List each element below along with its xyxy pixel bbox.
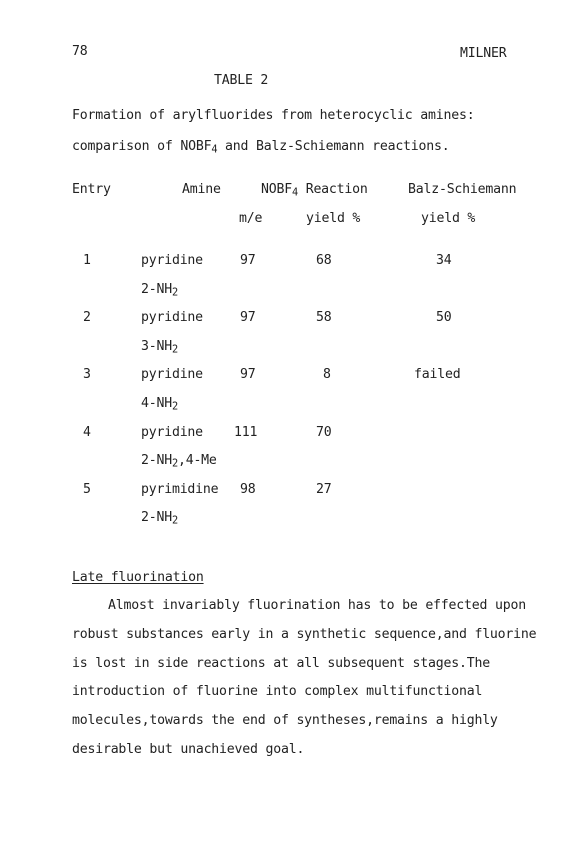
cell-yield: 58 — [316, 310, 332, 325]
paragraph-line: Almost invariably fluorination has to be effected upon — [108, 598, 526, 613]
header-balz-schiemann: Balz-Schiemann — [408, 182, 517, 197]
cell-m-e: 97 — [240, 367, 256, 382]
cell-substituent: $4-NH_2$ — [141, 396, 178, 413]
cell-substituent: $2-NH_2$ — [141, 282, 178, 299]
running-head: MILNER — [460, 46, 507, 61]
cell-substituent: $2-NH_2,4-Me$ — [141, 453, 217, 470]
table-caption-line1: Formation of arylfluorides from heterocyclic amines: — [72, 108, 475, 123]
cell-amine: pyridine — [141, 367, 203, 382]
cell-yield: 68 — [316, 253, 332, 268]
cell-amine: pyridine — [141, 310, 203, 325]
cell-amine: pyridine — [141, 425, 203, 440]
cell-entry: 2 — [83, 310, 91, 325]
cell-entry: 3 — [83, 367, 91, 382]
cell-m-e: 111 — [234, 425, 258, 440]
cell-yield: 27 — [316, 482, 332, 497]
cell-m-e: 97 — [240, 253, 256, 268]
cell-balz-yield: failed — [414, 367, 461, 382]
paragraph-line: desirable but unachieved goal. — [72, 742, 305, 757]
cell-entry: 1 — [83, 253, 91, 268]
paragraph-line: is lost in side reactions at all subsequent stages.The — [72, 656, 490, 671]
cell-balz-yield: 34 — [436, 253, 452, 268]
cell-yield: 70 — [316, 425, 332, 440]
paragraph-line: introduction of fluorine into complex multifunctional — [72, 684, 483, 699]
header-amine: Amine — [182, 182, 221, 197]
cell-amine: pyridine — [141, 253, 203, 268]
cell-substituent: $3-NH_2$ — [141, 339, 178, 356]
header-yield-nobf4: yield % — [306, 211, 361, 226]
cell-entry: 5 — [83, 482, 91, 497]
cell-entry: 4 — [83, 425, 91, 440]
table-label: TABLE 2 — [214, 73, 269, 88]
header-yield-balz: yield % — [421, 211, 476, 226]
paragraph-line: robust substances early in a synthetic sequence,and fluorine — [72, 627, 537, 642]
header-nobf4-reaction: $NOBF_4$ Reaction — [261, 182, 368, 199]
cell-m-e: 97 — [240, 310, 256, 325]
cell-balz-yield: 50 — [436, 310, 452, 325]
page-number: 78 — [72, 44, 88, 59]
section-heading: Late fluorination — [72, 570, 204, 585]
header-m-e: m/e — [239, 211, 263, 226]
paragraph-line: molecules,towards the end of syntheses,remains a highly — [72, 713, 498, 728]
cell-amine: pyrimidine — [141, 482, 219, 497]
cell-m-e: 98 — [240, 482, 256, 497]
cell-substituent: $2-NH_2$ — [141, 510, 178, 527]
header-entry: Entry — [72, 182, 111, 197]
table-caption-line2: comparison of $NOBF_4$ and Balz-Schiemann reactions. — [72, 139, 450, 156]
cell-yield: 8 — [323, 367, 331, 382]
